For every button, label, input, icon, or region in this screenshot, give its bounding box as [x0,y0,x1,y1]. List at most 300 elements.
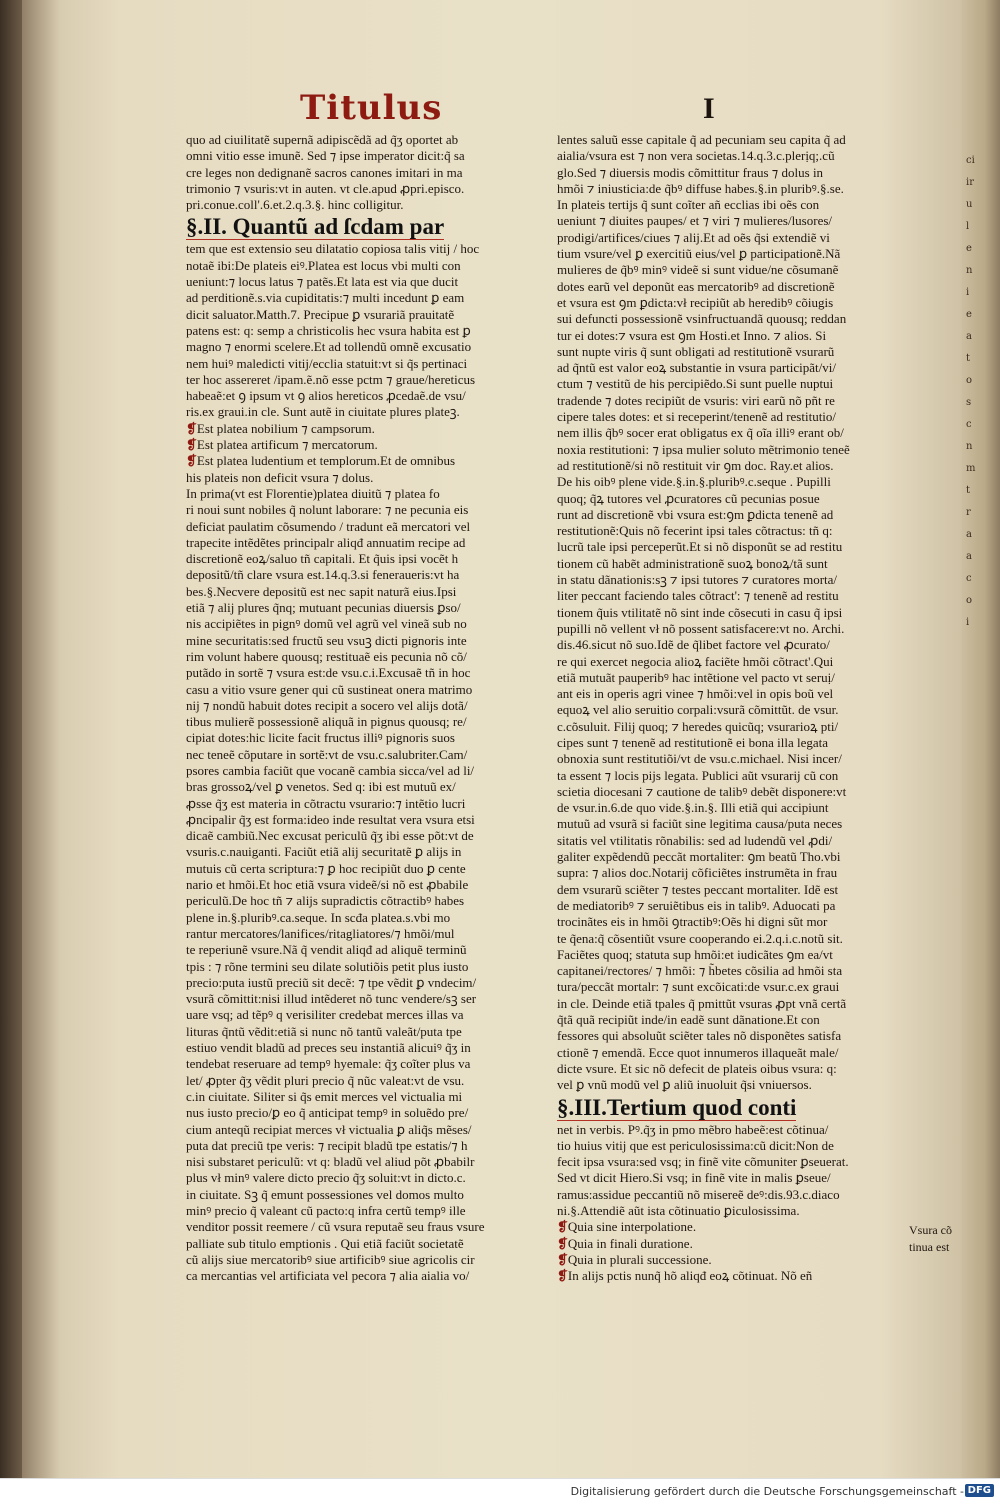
next-page-fragment: e [966,243,972,254]
left-mid-line-text: ueniunt:⁊ locus latus ⁊ patẽs.Et lata est via que ducit [186,274,459,290]
next-page-fragment: ci [966,155,975,166]
right-rubrics-line-text: Quia in finali duratione. [567,1235,693,1251]
right-top-line-text: galiter expẽdendũ peccãt mortaliter: ꝯm beatũ Tho.vbi [557,849,841,865]
left-body-line-text: bes.§.Necvere depositũ est nec sapit naturã eius.Ipsi [186,583,457,599]
right-top-line [557,588,962,604]
right-after-line [557,1170,962,1186]
left-mid-line-text: habeaẽ:et ꝯ ipsum vt ꝯ alios hereticos ꝓcedaẽ.de vsu/ [186,388,466,404]
right-top-line-text: hmõi ⁊ iniusticia:de q̃bꝰ diffuse habes.§.in pluribꝰ.§.se. [557,180,844,196]
left-body-line [186,1138,538,1154]
left-body-line [186,910,538,926]
right-top-line [557,1012,962,1028]
left-body-line [186,1024,538,1040]
left-body-line [186,942,538,958]
left-mid-line-text: patens est: q: semp a christicolis hec vsura habita est ꝑ [186,322,471,338]
right-top-line-text: sui defuncti possessionẽ vsinfructuandã quousq; reddan [557,311,847,327]
left-body-line [186,1187,538,1203]
right-top-lines [557,132,962,1094]
right-top-line-text: etiã mutuãt pauperibꝰ hac intẽtione vel pacto vt seruị/ [557,669,835,685]
right-top-line [557,833,962,849]
running-title: Titulus [300,88,443,128]
right-top-line-text: trocinãtes eis in hmõi ꝯtractibꝰ:Oẽs hi digni sũt mor [557,914,828,930]
left-rubrics-line-text: Est platea ludentium et templorum.Et de omnibus [196,453,456,469]
next-page-fragment: r [966,507,971,518]
left-body-line-text: ꝓsse q̃ʒ est materia in cõtractu vsurario:⁊ intẽtio lucri [186,795,466,811]
left-body-line-text: tibus mulierẽ possessionẽ aliquã in pignus quousq; re/ [186,714,467,730]
left-body-line-text: plene in.§.pluribꝰ.ca.seque. In scđa platea.s.vbi mo [186,909,451,925]
right-top-line-text: Faciẽtes quoq; statuta sup hmõi:et iudicãtes ꝯm ea/vt [557,946,833,962]
right-top-line-text: obnoxia sunt restitutiõi/vt de vsu.c.michael. Nisi incer/ [557,751,842,767]
right-top-line [557,686,962,702]
right-top-line-text: runt ad discretionẽ vbi vsura est:ꝯm ꝑdicta tenenẽ ad [557,506,834,522]
right-top-line-text: tionem q̃uis vtilitatẽ nõ sint inde cõsecuti in casu q̃ ipsi [557,604,843,620]
right-top-line-text: capitanei/rectores/ ⁊ hmõi: ⁊ h̃betes cõsilia ad hmõi sta [557,963,843,979]
right-top-line [557,637,962,653]
next-page-fragment: s [966,397,972,408]
right-top-line-text: ad restitutionẽ/si nõ restituit vir ꝯm doc. Ray.et alios. [557,457,834,473]
left-body-line [186,698,538,714]
right-top-line-text: in cle. Deinde etiã tpales q̃ pmittũt vsuras ꝓpt vnã certã [557,995,847,1011]
left-body-line [186,714,538,730]
left-mid-line-text: notaẽ ibi:De plateis eiꝰ.Platea est locus vbi multi con [186,257,461,273]
left-mid-line [186,290,538,306]
left-rubrics-line [186,421,538,437]
left-body-line-text: deficiat paulatim cõsumendo / tradunt eã mercatori vel [186,518,471,534]
right-top-line [557,181,962,197]
left-body-line-text: cũ alijs siue mercatoribꝰ siue artificibꝰ siue agricolis cir [186,1251,475,1267]
right-after-lines [557,1122,962,1220]
left-column [186,132,538,1284]
left-top-line-text: cre leges non dedignanẽ sacros canones imitari in ma [186,164,463,180]
right-top-line [557,784,962,800]
dfg-logo: DFG [965,1484,994,1497]
section-heading-iii-text: §.III.Tertium quod conti [557,1094,797,1120]
next-page-fragment: l [966,221,970,232]
section-heading-ii [186,213,538,241]
left-body-line-text: cium anteqũ recipiat merces vł victualia ꝑ aliq̃s mẽses/ [186,1121,472,1137]
left-body-line-text: etiã ⁊ alij plures q̃nq; mutuant pecunias diuersis ꝑso/ [186,600,461,616]
right-top-line-text: De his oibꝰ plene vide.§.in.§.pluribꝰ.c.seque . Pupilli [557,474,831,490]
next-page-fragment: e [966,309,972,320]
right-top-line [557,148,962,164]
paragraph-mark-icon: ❡ [557,1251,568,1267]
left-body-line-text: ꝓncipalir q̃ʒ est forma:ideo inde resultat vera vsura etsi [186,811,475,827]
right-top-line [557,409,962,425]
right-after-line [557,1122,962,1138]
right-top-line [557,1028,962,1044]
right-top-line-text: ta essent ⁊ locis pijs legata. Publici aũt vsurarij cũ con [557,767,839,783]
next-page-fragment: n [966,265,973,276]
next-page-fragment: o [966,595,973,606]
right-top-line-text: mutuũ ad vsurã si faciũt sine legitima causa/puta neces [557,816,843,832]
right-top-line-text: fessores qui absoluũt sciẽter tales nõ disponẽtes satisfa [557,1028,842,1044]
right-top-line [557,311,962,327]
left-body-line-text: c.in ciuitate. Siliter si q̃s emit merces vel victualia mi [186,1088,463,1104]
right-top-line [557,230,962,246]
right-top-line [557,197,962,213]
right-top-line [557,328,962,344]
right-top-line-text: ad q̃ntũ est valor eoꝝ substantie in vsura participãt/vi/ [557,360,837,376]
left-body-line-text: ri noui sunt nobiles q̃ nolunt laborare: ⁊ ne pecunia eis [186,502,469,518]
right-top-line-text: nem illis q̃bꝰ socer erat obligatus ex q̃ oĩa illiꝰ erant ob/ [557,425,844,441]
right-top-line-text: pupilli nõ vellent vł nõ possent satisfacere:vt no. Archi. [557,620,845,636]
right-after-line [557,1138,962,1154]
margin-note-line1: Vsura cõ [909,1223,952,1237]
left-body-line [186,975,538,991]
right-top-line-text: q̃tã quã recipiũt inde/in eadẽ sunt dãnatione.Et con [557,1012,820,1028]
left-body-line-text: vsurã cõmittit:nisi illud intẽderet nõ tunc vendere/sꝫ ser [186,991,477,1007]
left-body-line-text: precio:puta iustũ preciũ sit decẽ: ⁊ tpe vẽdit ꝑ vndecim/ [186,974,477,990]
next-page-fragment: i [966,287,970,298]
left-body-line-text: trapecite intẽdẽtes principalr aliqđ annuatim recipe ad [186,534,466,550]
left-top-line [186,181,538,197]
next-page-fragment: c [966,573,972,584]
right-top-line-text: ant eis in operis agri vinee ⁊ hmõi:vel in opis boũ vel [557,686,834,702]
left-body-line-text: palliate sub titulo emptionis . Qui etiã faciũt societatẽ [186,1235,464,1251]
left-body-line-text: puta dat preciũ tpe veris: ⁊ recipit bladũ tpe estatis/⁊ h [186,1137,468,1153]
right-top-line [557,165,962,181]
left-mid-line [186,356,538,372]
right-top-line-text: glo.Sed ⁊ diuersis modis cõmittitur fraus ⁊ dolus in [557,164,824,180]
right-top-line-text: ctionẽ ⁊ emendã. Ecce quot innumeros illaqueãt male/ [557,1044,839,1060]
right-top-line [557,654,962,670]
left-body-line-text: tpis : ⁊ rõne termini seu dilate solutiõis petit plus iusto [186,958,469,974]
next-page-fragment: i [966,617,970,628]
book-binding-edge [0,0,22,1478]
left-top-line-text: quo ad ciuilitatẽ supernã adipiscẽdã ad q̃ʒ oportet ab [186,132,459,147]
left-mid-line-text: nem huiꝰ maledicti vitij/ecclia statuit:vt si q̃s pertinaci [186,355,468,371]
right-top-line [557,523,962,539]
right-top-line-text: In plateis tertijs q̃ sunt coĩter añ ecclias ibi oẽs con [557,197,820,213]
next-page-fragment: a [966,331,972,342]
left-body-line-text: estiuo vendit bladũ ad preces seu instantiã alicuiꝰ q̃ʒ in [186,1040,471,1056]
left-body-line [186,812,538,828]
right-rubrics-line [557,1236,962,1252]
paragraph-mark-icon: ❡ [557,1235,568,1251]
left-mid-line-text: ris.ex graui.in cle. Sunt autẽ in ciuitate plures plateꝫ. [186,404,460,420]
right-top-line [557,132,962,148]
next-page-fragment: o [966,375,973,386]
left-body-line [186,1219,538,1235]
left-body-line-text: nis accipiẽtes in pignꝰ domũ vel agrũ vel vineã sub no [186,616,467,632]
left-mid-line [186,274,538,290]
right-top-line [557,719,962,735]
right-top-line-text: ctum ⁊ vestitũ de his percipiẽdo.Si sunt puelle nuptui [557,376,834,392]
right-top-line [557,816,962,832]
right-rubric-list [557,1219,962,1268]
left-body-line-text: casu a vitio vsure gener qui cũ sustineat onera matrimo [186,681,473,697]
right-after-line-text: fecit ipsa vsura:sed vsq; in finẽ vite cõmuniter ꝑseuerat. [557,1154,849,1170]
right-top-line [557,768,962,784]
left-body-line-text: nij ⁊ nondũ habuit dotes recipit a socero vel alijs dotã/ [186,697,468,713]
left-body-line-text: rim volunt habere quousq; restituaẽ eis pecunia nõ cõ/ [186,648,467,664]
right-top-line [557,491,962,507]
left-body-line-text: nario et hmõi.Et hoc etiã vsura videẽ/si nõ est ꝓbabile [186,877,469,893]
right-top-line [557,344,962,360]
right-top-line [557,360,962,376]
left-rubrics-line-text: Est platea nobilium ⁊ campsorum. [196,420,375,436]
left-body-line [186,665,538,681]
right-top-line [557,393,962,409]
left-body-line [186,1154,538,1170]
next-page-fragment: n [966,441,973,452]
right-top-line [557,556,962,572]
left-mid-line-text: magno ⁊ enormi scelere.Et ad tollendũ omnẽ excusatio [186,339,472,355]
right-top-line-text: supra: ⁊ alios doc.Notarij cõficiẽtes instrumẽta in frau [557,865,838,881]
left-body-line-text: uare vsq; ad tẽpꝰ q verisiliter credebat merces illas va [186,1007,464,1023]
right-after-line-text: ni.§.Attendiẽ aũt ista cõtinuatio ꝑiculosissima. [557,1203,800,1218]
left-mid-line [186,307,538,323]
left-rubric-list [186,421,538,470]
right-top-line-text: equoꝝ vel alio seruitio corpali:vsurã cõmittũt. de vsur. [557,702,839,718]
left-body-line-text: his plateis non deficit vsura ⁊ dolus. [186,469,374,485]
left-body-line [186,502,538,518]
left-body-line-text: plus vł minꝰ valere dicto precio q̃ʒ soluit:vt in dicto.c. [186,1170,466,1186]
left-body-line-text: let/ ꝓpter q̃ʒ vẽdit pluri precio q̃ nũc valeat:vt de vsu. [186,1072,465,1088]
left-body-line-text: rantur mercatores/lanifices/ritagliatores/⁊ hmõi/mul [186,925,455,941]
left-top-line-text: omni vitio esse imunẽ. Sed ⁊ ipse imperator dicit:q̃ sa [186,148,465,164]
left-top-line [186,148,538,164]
right-top-line-text: liter peccant faciendo tales cõtract': ⁊ tenenẽ ad restitu [557,588,839,604]
right-after-line [557,1154,962,1170]
left-body-line [186,519,538,535]
left-body-line [186,682,538,698]
left-body-line [186,1073,538,1089]
right-top-line [557,751,962,767]
right-top-line [557,898,962,914]
right-top-line-text: lucrũ tale ipsi perceperũt.Et si nõ disponũt se ad restitu [557,539,843,555]
left-top-line-text: trimonio ⁊ vsuris:vt in auten. vt cle.apud ꝓpri.episco. [186,180,465,196]
right-last-line [557,1268,962,1284]
left-body-line [186,567,538,583]
left-body-line-text: discretionẽ eoꝝ/saluo tñ capitali. Et q̃uis ipsi vocẽt h [186,551,459,567]
right-top-line-text: restitutionẽ:Quis nõ fecerint ipsi tales cõtractus: tñ q: [557,523,833,539]
right-top-line-text: tionem cũ habẽt administrationẽ suoꝝ bonoꝝ/tã sunt [557,555,828,571]
paragraph-mark-icon: ❡ [557,1268,568,1284]
right-top-line-text: c.cõsuluit. Filij quoq; ⁊ heredes quicũq; vsurarioꝝ pti/ [557,718,839,734]
left-body-line [186,991,538,1007]
right-top-line [557,800,962,816]
right-top-line-text: dotes earũ vel deponũt eas mercatoribꝰ ad discretionẽ [557,278,835,294]
left-body-line-text: putãdo in sortẽ ⁊ vsura est:de vsu.c.i.Excusaẽ tñ in hoc [186,665,471,681]
left-mid-line [186,258,538,274]
right-top-line [557,1045,962,1061]
right-top-line [557,979,962,995]
right-top-line [557,996,962,1012]
right-top-line-text: sunt nupte viris q̃ sunt obligati ad restitutionẽ vsurarũ [557,343,835,359]
left-body-line-text: in ciuitate. Sꝫ q̃ emunt possessiones vel domos multo [186,1186,464,1202]
right-top-line [557,882,962,898]
left-body-line-text: depositũ/tñ clare vsura est.14.q.3.si feneraueris:vt ha [186,567,460,583]
left-body-line-text: dicaẽ cambiũ.Nec excusat periculũ q̃ʒ ibi esse põt:vt de [186,828,474,844]
left-top-line-text: pri.conue.coll'.6.et.2.q.3.§. hinc colligitur. [186,197,404,213]
left-body-line [186,1268,538,1284]
right-top-line-text: et vsura est ꝯm ꝑdicta:vł recipiũt ab heredibꝰ cõiugis [557,294,834,310]
left-body-line [186,1203,538,1219]
right-top-line [557,376,962,392]
left-body-line [186,730,538,746]
right-top-line [557,702,962,718]
next-page-edge-text [966,150,998,634]
paragraph-mark-icon: ❡ [557,1219,568,1235]
right-top-line [557,963,962,979]
right-top-line [557,572,962,588]
right-top-line-text: dicte vsure. Et sic nõ defecit de plateis oibus vsura: q: [557,1060,837,1076]
left-mid-line-text: ad perditionẽ.s.via cupiditatis:⁊ multi incedunt ꝑ eam [186,290,465,306]
left-body-line-text: mutuis cũ certa scriptura:⁊ ꝑ hoc recipiũt duo ꝑ cente [186,860,466,876]
right-top-line [557,295,962,311]
right-top-line [557,605,962,621]
right-after-line [557,1187,962,1203]
left-body-line [186,1236,538,1252]
right-top-line-text: aialia/vsura est ⁊ non vera societas.14.q.3.c.plerịq;.cũ [557,148,835,164]
right-top-line-text: vel ꝑ vnũ modũ vel ꝑ aliũ inuoluit q̃si vniuersos. [557,1077,812,1093]
next-page-fragment: t [966,485,971,496]
right-top-line-text: tradende ⁊ dotes recipiũt de vsuris: viri earũ nõ pñt re [557,392,835,408]
right-top-line-text: tur ei dotes:⁊ vsura est ꝯm Hosti.et Inno. ⁊ alios. Si [557,327,827,343]
right-top-line [557,442,962,458]
left-body-line [186,1089,538,1105]
right-top-line [557,458,962,474]
left-body-line [186,616,538,632]
left-mid-line-text: dicit saluator.Matth.7. Precipue ꝑ vsurariã prauitatẽ [186,306,455,322]
right-top-line [557,262,962,278]
left-body-line [186,1040,538,1056]
right-top-line [557,539,962,555]
left-body-line [186,763,538,779]
left-body-line-text: tendebat reseruare ad tempꝰ hyemale: q̃ʒ coĩter plus va [186,1056,471,1072]
left-rubrics-line [186,437,538,453]
right-top-line [557,246,962,262]
left-mid-line-text: tem que est extensio seu dilatatio copiosa talis vitij / hoc [186,241,480,257]
left-top-lines [186,132,538,213]
next-page-fragment: a [966,551,972,562]
left-body-line-text: In prima(vt est Florentie)platea diuitũ ⁊ platea fo [186,485,440,501]
next-page-fragment: m [966,463,976,474]
right-top-line-text: cipere tales dotes: et si receperint/tenenẽ ad restitutio/ [557,409,837,425]
left-mid-line [186,388,538,404]
left-body-line [186,584,538,600]
right-top-line [557,947,962,963]
left-mid-line [186,404,538,420]
left-mid-line [186,372,538,388]
right-after-line-text: tio huius vitij que est periculosissima:cũ dicit:Non de [557,1137,834,1153]
left-mid-line [186,241,538,257]
paragraph-mark-icon: ❡ [186,453,197,469]
next-page-fragment: c [966,419,972,430]
left-body-line [186,779,538,795]
right-top-line-text: scietia diocesani ⁊ cautione de talibꝰ debẽt disponere:vt [557,783,847,799]
right-top-line [557,735,962,751]
right-top-line [557,621,962,637]
right-top-line-text: prodigi/artifices/ciues ⁊ alij.Et ad oẽs q̃si extendiẽ vi [557,229,830,245]
footer-bar [0,1478,1000,1504]
right-rubrics-line-text: Quia sine interpolatione. [567,1219,697,1235]
left-body-line [186,844,538,860]
right-after-line-text: ramus:assidue peccantiũ nõ misereẽ deꝰ:dis.93.c.diaco [557,1186,840,1202]
section-heading-ii-text: §.II. Quantũ ad ſcdam par [186,214,445,240]
right-rubrics-line [557,1219,962,1235]
right-after-line [557,1203,962,1219]
left-body-line [186,877,538,893]
left-mid-lines [186,241,538,420]
right-top-line [557,474,962,490]
right-top-line [557,1077,962,1093]
right-top-line-text: cipes sunt ⁊ tenenẽ ad restitutionẽ ei bona illa legata [557,734,829,750]
left-body-line-text: nus iusto precio/ꝑ eo q̃ anticipat tempꝰ in soluẽdo pre/ [186,1105,469,1121]
right-top-line-text: re qui exercet negocia alioꝝ faciẽte hmõi cõtract'.Qui [557,653,834,669]
left-body-line [186,828,538,844]
right-top-line [557,670,962,686]
margin-note-line2: tinua est [909,1240,950,1254]
right-top-line [557,213,962,229]
left-body-line-text: cipiat dotes:hic licite facit fructus illiꝰ pignoris suos [186,730,455,746]
right-column [557,132,962,1284]
right-after-line-text: Sed vt dicit Hiero.Si vsq; in finẽ vite in malis ꝑseue/ [557,1170,831,1186]
left-body-line-text: lituras q̃ntũ vẽdit:etiã si nunc nõ tantũ valeãt/puta tpe [186,1023,462,1039]
right-top-line-text: tura/peccãt mortalr: ⁊ sunt excõicati:de vsur.c.ex graui [557,979,840,995]
left-body-line-text: bras grossoꝝ/vel ꝑ venetos. Sed q: ibi est mutuũ ex/ [186,779,456,795]
right-top-line-text: quoq; q̃ꝝ tutores vel ꝓcuratores cũ pecunias posue [557,490,820,506]
right-top-line-text: dis.46.sicut nõ suo.Idẽ de q̃libet factore vel ꝓcurato/ [557,637,830,653]
next-page-fragment: u [966,199,973,210]
right-top-line [557,914,962,930]
left-body-line [186,796,538,812]
left-body-line-text: periculũ.De hoc tñ ⁊ alijs supradictis cõtractibꝰ habes [186,893,465,909]
left-body-line [186,926,538,942]
right-rubrics-line-text: Quia in plurali successione. [567,1251,712,1267]
left-mid-line-text: ter hoc assereret /ipam.ẽ.nõ esse pctm ⁊ graue/hereticus [186,371,476,387]
right-last-line-text: In alijs pctis nunq̃ hõ aliqđ eoꝝ cõtinuat. Nõ eñ [567,1268,813,1284]
right-top-line [557,425,962,441]
left-body-line [186,1252,538,1268]
right-top-line [557,865,962,881]
right-top-line [557,849,962,865]
section-heading-iii [557,1094,962,1122]
right-top-line-text: tium vsure/vel ꝑ exercitiũ eius/vel ꝑ participationẽ.Nã [557,246,841,262]
left-top-line [186,165,538,181]
left-rubrics-line [186,453,538,469]
right-top-line-text: te q̃ena:q̃ cõsentiũt vsure cooperando ei.2.q.i.c.notũ sit. [557,930,843,946]
next-page-fragment: a [966,529,972,540]
left-body-line [186,1122,538,1138]
left-body-line-text: venditor possit reemere / cũ vsura reputaẽ seu fraus vsure [186,1219,485,1235]
left-body-lines [186,470,538,1285]
left-body-line [186,1056,538,1072]
left-body-line-text: vsuris.c.nauiganti. Faciũt etiã alij securitatẽ ꝑ alijs in [186,844,462,860]
left-body-line-text: mine securitatis:sed fructũ seu vsuꝫ dicti pignoris inte [186,632,467,648]
left-body-line [186,470,538,486]
left-body-line [186,1105,538,1121]
left-body-line [186,861,538,877]
right-top-line-text: de mediatoribꝰ ⁊ seruiẽtibus eis in talibꝰ. Aduocati pa [557,897,836,913]
left-body-line [186,1007,538,1023]
page-header [0,88,1000,132]
left-body-line-text: ca mercantias vel artificiata vel pecora ⁊ alia aialia vo/ [186,1268,470,1284]
left-body-line-text: nec teneẽ cõputare in sortẽ:vt de vsu.c.salubriter.Cam/ [186,746,468,762]
right-top-line-text: ueniunt ⁊ diuites paupes/ et ⁊ viri ⁊ mulieres/lusores/ [557,213,833,229]
left-body-line [186,1170,538,1186]
footer-credit: Digitalisierung gefördert durch die Deutsche Forschungsgemeinschaft - [570,1485,964,1498]
left-body-line-text: psores cambia faciũt que vocanẽ cambia sicca/vel ad li/ [186,762,475,778]
paragraph-mark-icon: ❡ [186,437,197,453]
right-top-line [557,1061,962,1077]
right-top-line-text: in statu dãnationis:sꝫ ⁊ ipsi tutores ⁊ curatores morta/ [557,572,838,588]
left-top-line [186,197,538,213]
left-mid-line [186,323,538,339]
left-mid-line [186,339,538,355]
left-body-line [186,649,538,665]
